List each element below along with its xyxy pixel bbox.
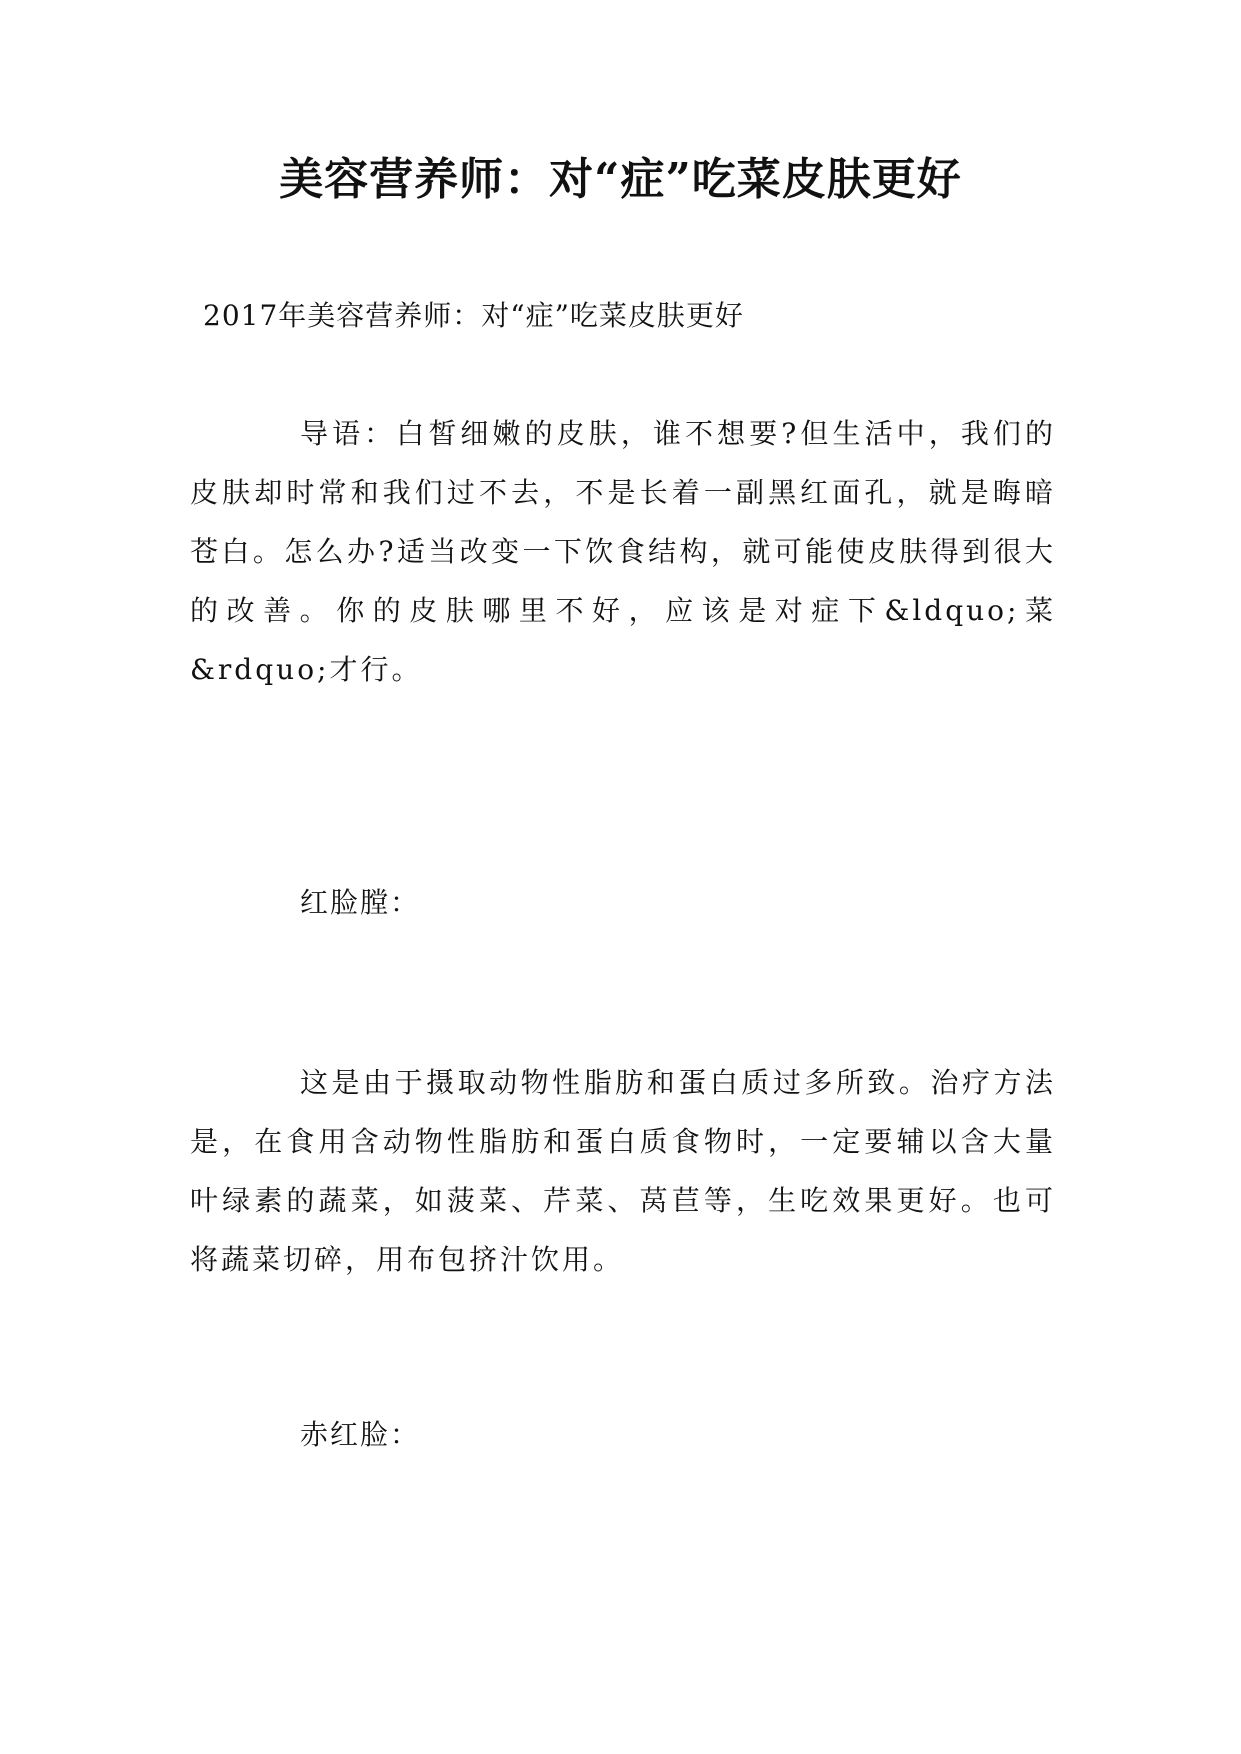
intro-paragraph: 导语：白皙细嫩的皮肤，谁不想要?但生活中，我们的皮肤却时常和我们过不去，不是长着一副黑红面孔，就是晦暗苍白。怎么办?适当改变一下饮食结构，就可能使皮肤得到很大的改善。你的皮肤哪里不好，应该是对症下&ldquo;菜&rdquo;才行。 bbox=[190, 417, 1056, 686]
section-paragraph-red-face: 这是由于摄取动物性脂肪和蛋白质过多所致。治疗方法是，在食用含动物性脂肪和蛋白质食物时，一定要辅以含大量叶绿素的蔬菜，如菠菜、芹菜、莴苣等，生吃效果更好。也可将蔬菜切碎，用布包挤汁饮用。 bbox=[190, 1066, 1056, 1276]
section-heading-crimson-face: 赤红脸： bbox=[300, 1418, 421, 1451]
section-heading-red-face: 红脸膛： bbox=[300, 886, 421, 919]
document-subtitle: 2017年美容营养师：对“症”吃菜皮肤更好 bbox=[203, 299, 744, 332]
document-title: 美容营养师：对“症”吃菜皮肤更好 bbox=[279, 154, 962, 205]
